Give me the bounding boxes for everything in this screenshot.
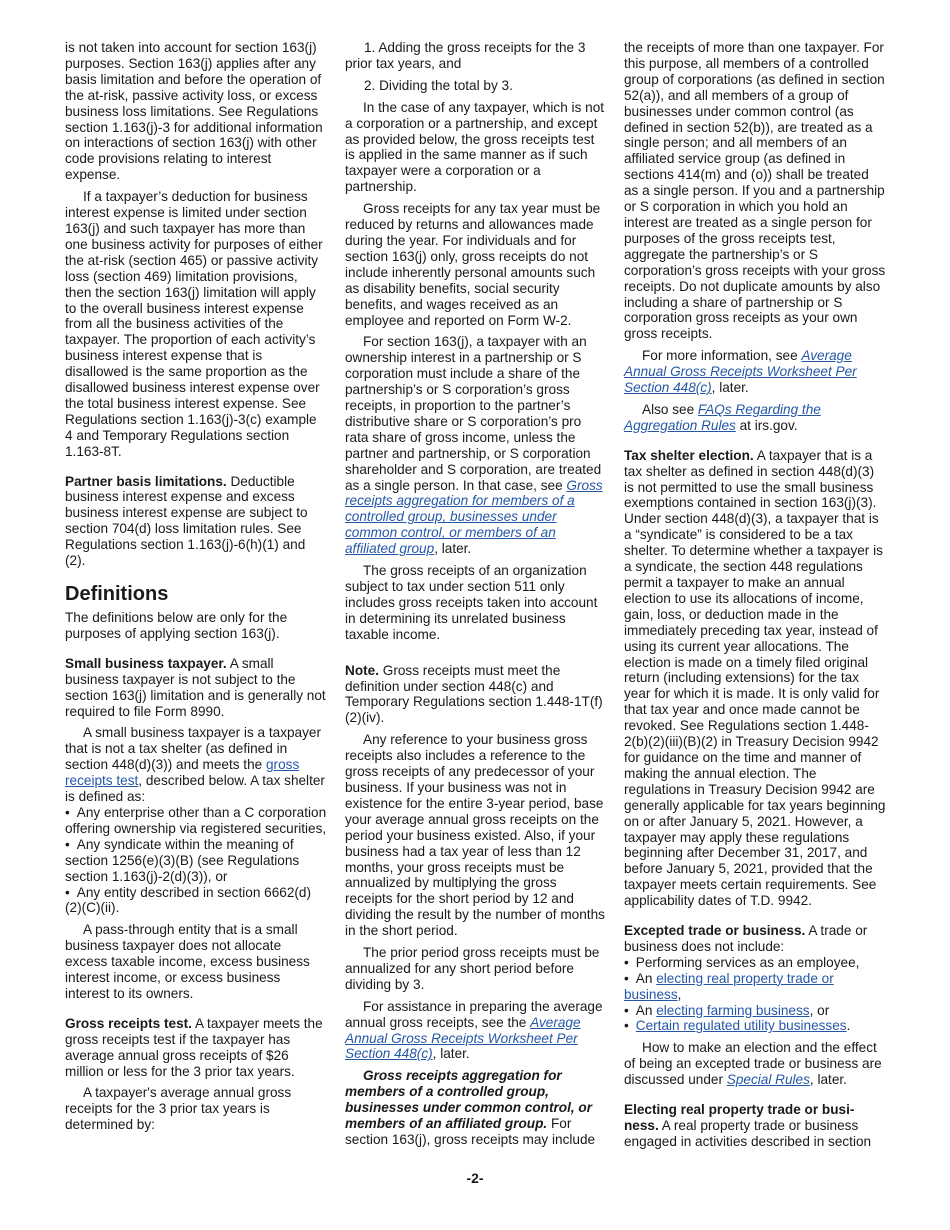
- paragraph-text: A real property trade or business engaged in activities described in section: [624, 1118, 872, 1149]
- paragraph: [624, 923, 886, 955]
- run-in-heading: Electing real property trade or busi-ness.: [624, 1102, 855, 1133]
- run-in-heading: Small business taxpayer.: [65, 655, 227, 671]
- numbered-item: 2. Dividing the total by 3.: [364, 77, 513, 93]
- bullet-item: • Performing services as an employee,: [624, 955, 886, 971]
- bullet-text: .: [846, 1018, 851, 1034]
- paragraph: In the case of any taxpayer, which is not a corporation or a partnership, and except as provided below, the gross receipts test is applied in the same manner as if such taxpayer were a corporation or a partnership.: [345, 99, 605, 195]
- run-in-heading: Gross receipts aggregation for members of a controlled group, businesses under common control, or members of an affiliated group.: [345, 1068, 592, 1132]
- electing-real-property-link[interactable]: electing real property trade or business: [624, 970, 834, 1002]
- bullet-item: • Any enterprise other than a C corporation offering ownership via registered securities,: [65, 805, 327, 837]
- paragraph-text: For section 163(j), gross receipts may include: [345, 1116, 596, 1147]
- paragraph-text: For section 163(j), a taxpayer with an ownership interest in a partnership or S corporation must include a share of the partnership’s or S corporation’s gross receipts, in proportion to the partner’s distributive share or S corporation’s pro rata share of gross income, unless the partner and partnership, or S corporation shareholder and S corporation, are treated as a single person. In that case, see: [345, 334, 602, 493]
- paragraph: [65, 656, 327, 720]
- bullet-item: [624, 971, 886, 1003]
- paragraph-text: A taxpayer that is a tax shelter as defined in section 448(d)(3) is not permitted to use the small business exemptions contained in section 163(j)(3). Under section 448(d)(3), a taxpayer that is a “syndicate” is considered to be a tax shelter. To determine whether a taxpayer is a syndicate, the section 448 regulations permit a taxpayer to make an annual election to use its allocations of income, gain, loss, or deduction made in the immediately preceding tax year, instead of using its current year allocations. The election is made on a timely filed original return (including extensions) for the tax year for which it is made. It is only valid for that tax year and once made cannot be revoked. See Regulations section 1.448-2(b)(2)(iii)(B)(2) in Treasury Decision 9942 for guidance on the time and manner of making the annual election. The regulations in Treasury Decision 9942 are generally applicable for tax years beginning on or after January 5, 2021. However, a taxpayer may apply these regulations beginning after December 31, 2017, and before January 5, 2021, provided that the taxpayer meets certain requirements. See applicability dates of T.D. 9942.: [624, 447, 886, 909]
- paragraph-text: For assistance in preparing the average annual gross receipts, see the: [345, 998, 603, 1030]
- paragraph: The definitions below are only for the purposes of applying section 163(j).: [65, 610, 288, 641]
- paragraph: The prior period gross receipts must be annualized for any short period before dividing by 3.: [345, 945, 600, 992]
- paragraph-text: A taxpayer meets the gross receipts test if the taxpayer has average annual gross receipts of $26 million or less for the 3 prior tax years.: [65, 1015, 323, 1079]
- regulated-utility-link[interactable]: Certain regulated utility businesses: [635, 1018, 847, 1034]
- paragraph: [345, 334, 607, 557]
- run-in-heading: Tax shelter election.: [624, 447, 754, 463]
- paragraph: [624, 402, 886, 434]
- run-in-heading: Partner basis limitations.: [65, 473, 227, 489]
- page-number: -2-: [466, 1170, 484, 1186]
- paragraph-text: A small business taxpayer is not subject to the section 163(j) limitation and is generally not required to file Form 8990.: [65, 655, 326, 719]
- run-in-heading: Excepted trade or business.: [624, 923, 806, 939]
- paragraph: the receipts of more than one taxpayer. For this purpose, all members of a controlled group of corporations (as defined in section 52(a)), and all members of a group of businesses under common control (as defined in section 52(b)), are treated as a single person; and all members of an affiliated service group (as defined in sections 414(m) and (o)) shall be treated as a single person. If you and a partnership or S corporation in which you hold an interest are treated as a single person for purposes of the gross receipts test, aggregate the partnership’s or S corporation’s gross receipts with your gross receipts. Do not duplicate amounts by also including a share of partnership or S corporation gross receipts as your own gross receipts.: [624, 40, 886, 342]
- paragraph: [65, 474, 327, 569]
- note-label: Note.: [345, 662, 379, 678]
- bullet-item: • Any entity described in section 6662(d)(2)(C)(ii).: [65, 885, 327, 917]
- run-in-heading: Gross receipts test.: [65, 1015, 192, 1031]
- paragraph: Any reference to your business gross receipts also includes a reference to the gross receipts of any predecessor of your business. If your business was not in existence for the entire 3-year period, base your average annual gross receipts on the period your business existed. Also, if your business had a tax year of less than 12 months, your gross receipts must be annualized by multiplying the gross receipts for the short period by 12 and dividing the result by the number of months in the short period.: [345, 732, 605, 939]
- special-rules-link[interactable]: Special Rules: [726, 1072, 810, 1088]
- bullet-item: [624, 1003, 886, 1019]
- paragraph-text: Deductible business interest expense and excess business interest expense are subject to section 704(d) loss limitation rules. See Regulations section 1.163(j)-6(h)(1) and (2).: [65, 473, 308, 569]
- worksheet-link[interactable]: Average Annual Gross Receipts Worksheet Per Section 448(c): [624, 348, 857, 396]
- paragraph: [65, 725, 327, 805]
- column-right: [624, 40, 886, 1156]
- paragraph-text: A small business taxpayer is a taxpayer that is not a tax shelter (as defined in section 448(d)(3)) and meets the: [65, 725, 322, 773]
- paragraph: The gross receipts of an organization subject to tax under section 511 only includes gross receipts taken into account in determining its unrelated business taxable income.: [345, 563, 598, 642]
- bullet-text: ,: [677, 986, 682, 1002]
- paragraph: [345, 1068, 607, 1148]
- paragraph: is not taken into account for section 163(j) purposes. Section 163(j) applies after any basis limitation and before the operation of the at-risk, passive activity loss, or excess business loss limitations. See Regulations section 1.163(j)-3 for additional information on interactions of section 163(j) with other code provisions relating to interest expense.: [65, 40, 323, 183]
- paragraph-text: How to make an election and the effect of being an excepted trade or business are discussed under: [624, 1040, 882, 1088]
- bullet-text: , or: [809, 1002, 830, 1018]
- paragraph-text: , later.: [711, 380, 749, 396]
- bullet-text: An: [635, 1002, 653, 1018]
- column-left: [65, 40, 327, 1139]
- column-middle: [345, 40, 607, 1154]
- paragraph-text: A trade or business does not include:: [624, 923, 868, 954]
- bullet-item: • Any syndicate within the meaning of section 1256(e)(3)(B) (see Regulations section 1.163(j)-2(d)(3)), or: [65, 837, 327, 885]
- note-text: Gross receipts must meet the definition under section 448(c) and Temporary Regulations section 1.448-1T(f)(2)(iv).: [345, 662, 603, 726]
- paragraph: [624, 1102, 886, 1150]
- paragraph: If a taxpayer’s deduction for business interest expense is limited under section 163(j) and such taxpayer has more than one business activity for purposes of either the at-risk (section 465) or passive activity loss (section 469) limitation provisions, then the section 163(j) limitation will apply to the overall business interest expense from all the business activities of the taxpayer. The proportion of each activity’s business interest expense that is disallowed is the same proportion as the disallowed business interest expense over the total business interest expense. See Regulations section 1.163(j)-3(c) example 4 and Temporary Regulations section 1.163-8T.: [65, 189, 323, 459]
- paragraph: A taxpayer's average annual gross receipts for the 3 prior tax years is determined by:: [65, 1085, 292, 1133]
- paragraph: Gross receipts for any tax year must be reduced by returns and allowances made during the year. For individuals and for section 163(j) only, gross receipts do not include inherently personal amounts such as disability benefits, social security benefits, and wages received as an employee and reported on Form W-2.: [345, 201, 601, 328]
- paragraph: [345, 999, 607, 1063]
- numbered-item: 1. Adding the gross receipts for the 3 prior tax years, and: [345, 40, 586, 71]
- paragraph-text: , later.: [432, 1046, 470, 1062]
- bullet-item: [624, 1018, 886, 1034]
- gross-receipts-test-link[interactable]: gross receipts test: [65, 757, 300, 789]
- paragraph: [624, 348, 886, 396]
- paragraph-text: Also see: [642, 401, 695, 417]
- paragraph: [624, 448, 886, 909]
- paragraph-text: , later.: [809, 1072, 847, 1088]
- paragraph-text: , described below. A tax shelter is defined as:: [65, 773, 325, 805]
- electing-farming-link[interactable]: electing farming business: [656, 1002, 810, 1018]
- paragraph-text: at irs.gov.: [735, 417, 798, 433]
- worksheet-link[interactable]: Average Annual Gross Receipts Worksheet Per Section 448(c): [345, 1014, 581, 1062]
- faqs-aggregation-link[interactable]: FAQs Regarding the Aggregation Rules: [624, 401, 821, 433]
- bullet-text: An: [635, 970, 653, 986]
- section-heading: Definitions: [65, 583, 169, 605]
- paragraph-text: For more information, see: [642, 348, 798, 364]
- paragraph: [624, 1040, 886, 1088]
- paragraph-text: , later.: [434, 541, 472, 557]
- paragraph: [65, 1016, 327, 1080]
- gross-receipts-aggregation-link[interactable]: Gross receipts aggregation for members of a controlled group, businesses under common control, or members of an affiliated group: [345, 477, 603, 557]
- note: [345, 663, 607, 727]
- paragraph: A pass-through entity that is a small business taxpayer does not allocate excess taxable income, excess business interest income, or excess business interest to its owners.: [65, 922, 310, 1001]
